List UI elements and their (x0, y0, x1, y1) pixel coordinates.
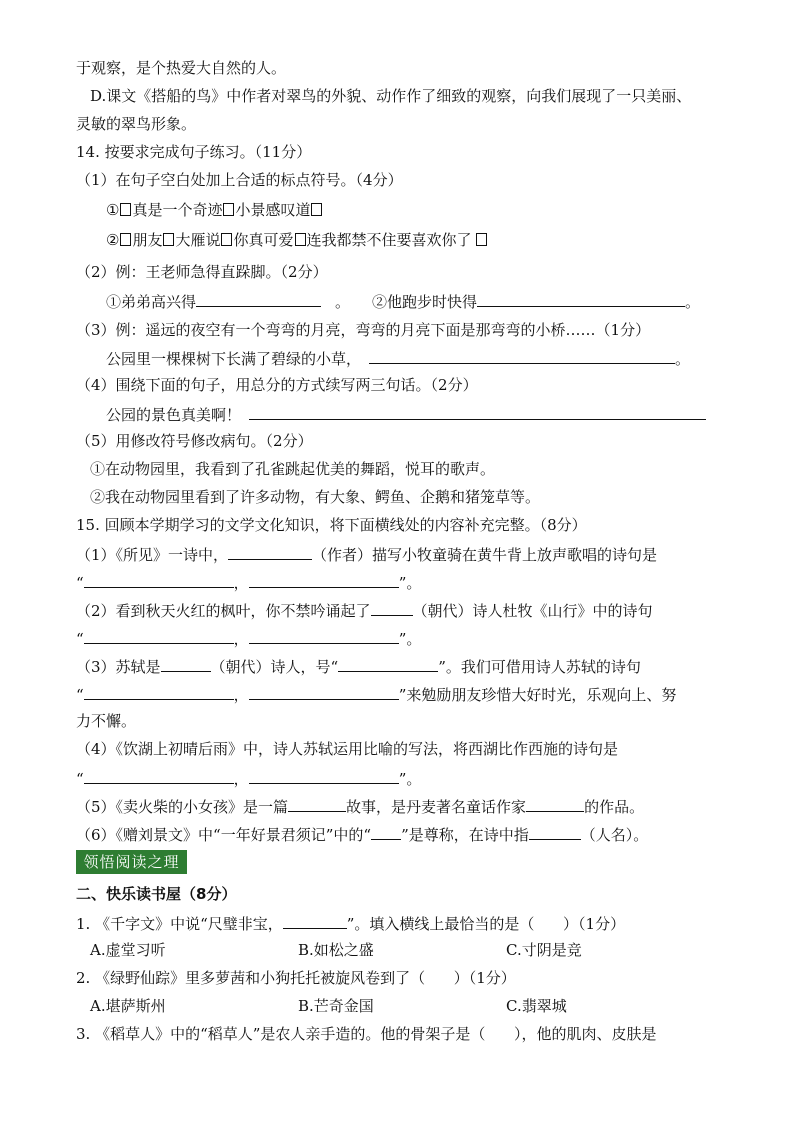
text-line: （5）用修改符号修改病句。（2分） (76, 432, 313, 450)
answer-blank[interactable] (283, 912, 347, 929)
option-a: A.堪萨斯州 (90, 997, 166, 1015)
punctuation-box[interactable] (163, 233, 174, 246)
answer-blank[interactable] (371, 599, 413, 616)
section-banner: 领悟阅读之理 (76, 850, 187, 874)
punctuation-box[interactable] (311, 203, 322, 216)
option-c: C.寸阴是竞 (506, 941, 582, 959)
fill-line: “ ， ”。 (76, 571, 421, 593)
punctuation-box[interactable] (223, 203, 234, 216)
text-line: D.课文《搭船的鸟》中作者对翠鸟的外貌、动作作了细致的观察，向我们展现了一只美丽、 (90, 87, 692, 105)
answer-blank[interactable] (249, 403, 706, 420)
punctuation-box[interactable] (476, 233, 487, 246)
answer-blank[interactable] (84, 571, 234, 588)
fill-line: （6）《赠刘景文》中“一年好景君须记”中的“ ”是尊称，在诗中指 （人名）。 (76, 823, 648, 845)
text-line: 3. 《稻草人》中的“稻草人”是农人亲手造的。他的骨架子是（ ），他的肌肉、皮肤是 (76, 1025, 657, 1043)
answer-blank[interactable] (161, 655, 211, 672)
punctuation-box[interactable] (295, 233, 306, 246)
answer-blank[interactable] (477, 290, 685, 307)
fill-line: （2）看到秋天火红的枫叶，你不禁吟诵起了 （朝代）诗人杜牧《山行》中的诗句 (76, 599, 653, 621)
text-line: （1）在句子空白处加上合适的标点符号。（4分） (76, 171, 403, 189)
text-line: （4）《饮湖上初晴后雨》中，诗人苏轼运用比喻的写法，将西湖比作西施的诗句是 (76, 740, 619, 758)
option-b: B.芒奇金国 (298, 997, 374, 1015)
question-15-heading: 15. 回顾本学期学习的文学文化知识，将下面横线处的内容补充完整。（8分） (76, 516, 587, 534)
option-b: B.如松之盛 (298, 941, 374, 959)
fill-line: ①弟弟高兴得 。 ②他跑步时快得 。 (106, 290, 700, 312)
fill-line: “ ， ”。 (76, 627, 421, 649)
answer-blank[interactable] (84, 683, 234, 700)
text-line: ①在动物园里，我看到了孔雀跳起优美的舞蹈，悦耳的歌声。 (90, 460, 496, 478)
option-c: C.翡翠城 (506, 997, 567, 1015)
punctuation-box[interactable] (221, 233, 232, 246)
fill-line: 公园里一棵棵树下长满了碧绿的小草， 。 (106, 347, 690, 369)
fill-line: （5）《卖火柴的小女孩》是一篇 故事，是丹麦著名童话作家 的作品。 (76, 795, 644, 817)
answer-blank[interactable] (338, 655, 438, 672)
text-line: 力不懈。 (76, 712, 137, 730)
answer-blank[interactable] (249, 683, 399, 700)
text-line: （3）例：遥远的夜空有一个弯弯的月亮，弯弯的月亮下面是那弯弯的小桥……（1分） (76, 321, 651, 339)
fill-line: （3）苏轼是 （朝代）诗人，号“ ”。我们可借用诗人苏轼的诗句 (76, 655, 641, 677)
answer-blank[interactable] (526, 795, 584, 812)
text-line: （4）围绕下面的句子，用总分的方式续写两三句话。（2分） (76, 376, 478, 394)
punctuation-box[interactable] (120, 203, 131, 216)
text-line: 灵敏的翠鸟形象。 (76, 115, 197, 133)
punctuation-exercise-1: ① 真是一个奇迹 小景感叹道 (106, 200, 323, 222)
punctuation-box[interactable] (120, 233, 131, 246)
answer-blank[interactable] (84, 767, 234, 784)
answer-blank[interactable] (228, 543, 312, 560)
answer-blank[interactable] (84, 627, 234, 644)
fill-line: “ ， ”。 (76, 767, 421, 789)
question-14-heading: 14. 按要求完成句子练习。（11分） (76, 143, 312, 161)
fill-line: 1. 《千字文》中说“尺璧非宝， ”。填入横线上最恰当的是（ ）（1分） (76, 912, 625, 934)
answer-blank[interactable] (249, 767, 399, 784)
option-a: A.虚堂习听 (90, 941, 166, 959)
answer-blank[interactable] (529, 823, 581, 840)
answer-blank[interactable] (288, 795, 346, 812)
answer-blank[interactable] (249, 627, 399, 644)
answer-blank[interactable] (369, 347, 675, 364)
punctuation-exercise-2: ② 朋友 大雁说 你真可爱 连我都禁不住要喜欢你了 (106, 230, 488, 252)
text-line: ②我在动物园里看到了许多动物，有大象、鳄鱼、企鹅和猪笼草等。 (90, 488, 541, 506)
text-line: 于观察，是个热爱大自然的人。 (76, 59, 287, 77)
text-line: 2. 《绿野仙踪》里多萝茜和小狗托托被旋风卷到了（ ）（1分） (76, 969, 516, 987)
answer-blank[interactable] (371, 823, 401, 840)
section-heading: 二、快乐读书屋（8分） (76, 885, 237, 903)
fill-line: “ ， ”来勉励朋友珍惜大好时光，乐观向上、努 (76, 683, 676, 705)
answer-blank[interactable] (249, 571, 399, 588)
fill-line: 公园的景色真美啊！ (106, 403, 706, 425)
text-line: （2）例：王老师急得直跺脚。（2分） (76, 263, 328, 281)
fill-line: （1）《所见》一诗中， （作者）描写小牧童骑在黄牛背上放声歌唱的诗句是 (76, 543, 657, 565)
answer-blank[interactable] (196, 290, 321, 307)
